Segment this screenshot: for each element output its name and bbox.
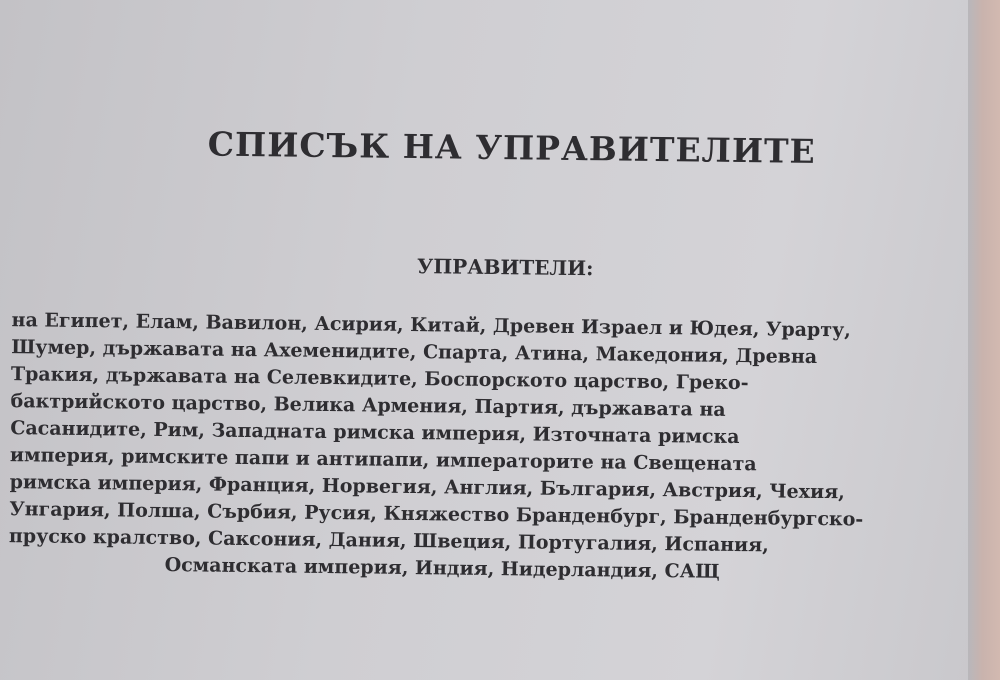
- text-line: на Египет, Елам, Вавилон, Асирия, Китай, Древен Израел и Юдея, Урарту,: [11, 309, 851, 342]
- text-line: Османската империя, Индия, Нидерландия, САЩ: [164, 554, 720, 583]
- text-line: Сасанидите, Рим, Западната римска империя, Източната римска: [10, 417, 740, 449]
- text-line: Тракия, държавата на Селевкидите, Боспорското царство, Греко-: [10, 363, 749, 395]
- page-title: СПИСЪК НА УПРАВИТЕЛИТЕ: [207, 124, 816, 171]
- text-line: Унгария, Полша, Сърбия, Русия, Княжество Бранденбург, Бранденбургско-: [9, 498, 864, 531]
- page-content: [8, 122, 969, 589]
- text-line: Шумер, държавата на Ахеменидите, Спарта, Атина, Македония, Древна: [11, 336, 818, 368]
- section-subtitle: УПРАВИТЕЛИ:: [416, 254, 594, 281]
- text-line: империя, римските папи и антипапи, императорите на Свещената: [9, 444, 757, 476]
- rulers-list: [8, 307, 967, 589]
- page-edge: [968, 0, 1000, 680]
- text-line: пруско кралство, Саксония, Дания, Швеция, Португалия, Испания,: [8, 525, 769, 557]
- text-line: бактрийското царство, Велика Армения, Партия, държавата на: [10, 390, 726, 421]
- text-line: римска империя, Франция, Норвегия, Англия, България, Австрия, Чехия,: [9, 471, 845, 504]
